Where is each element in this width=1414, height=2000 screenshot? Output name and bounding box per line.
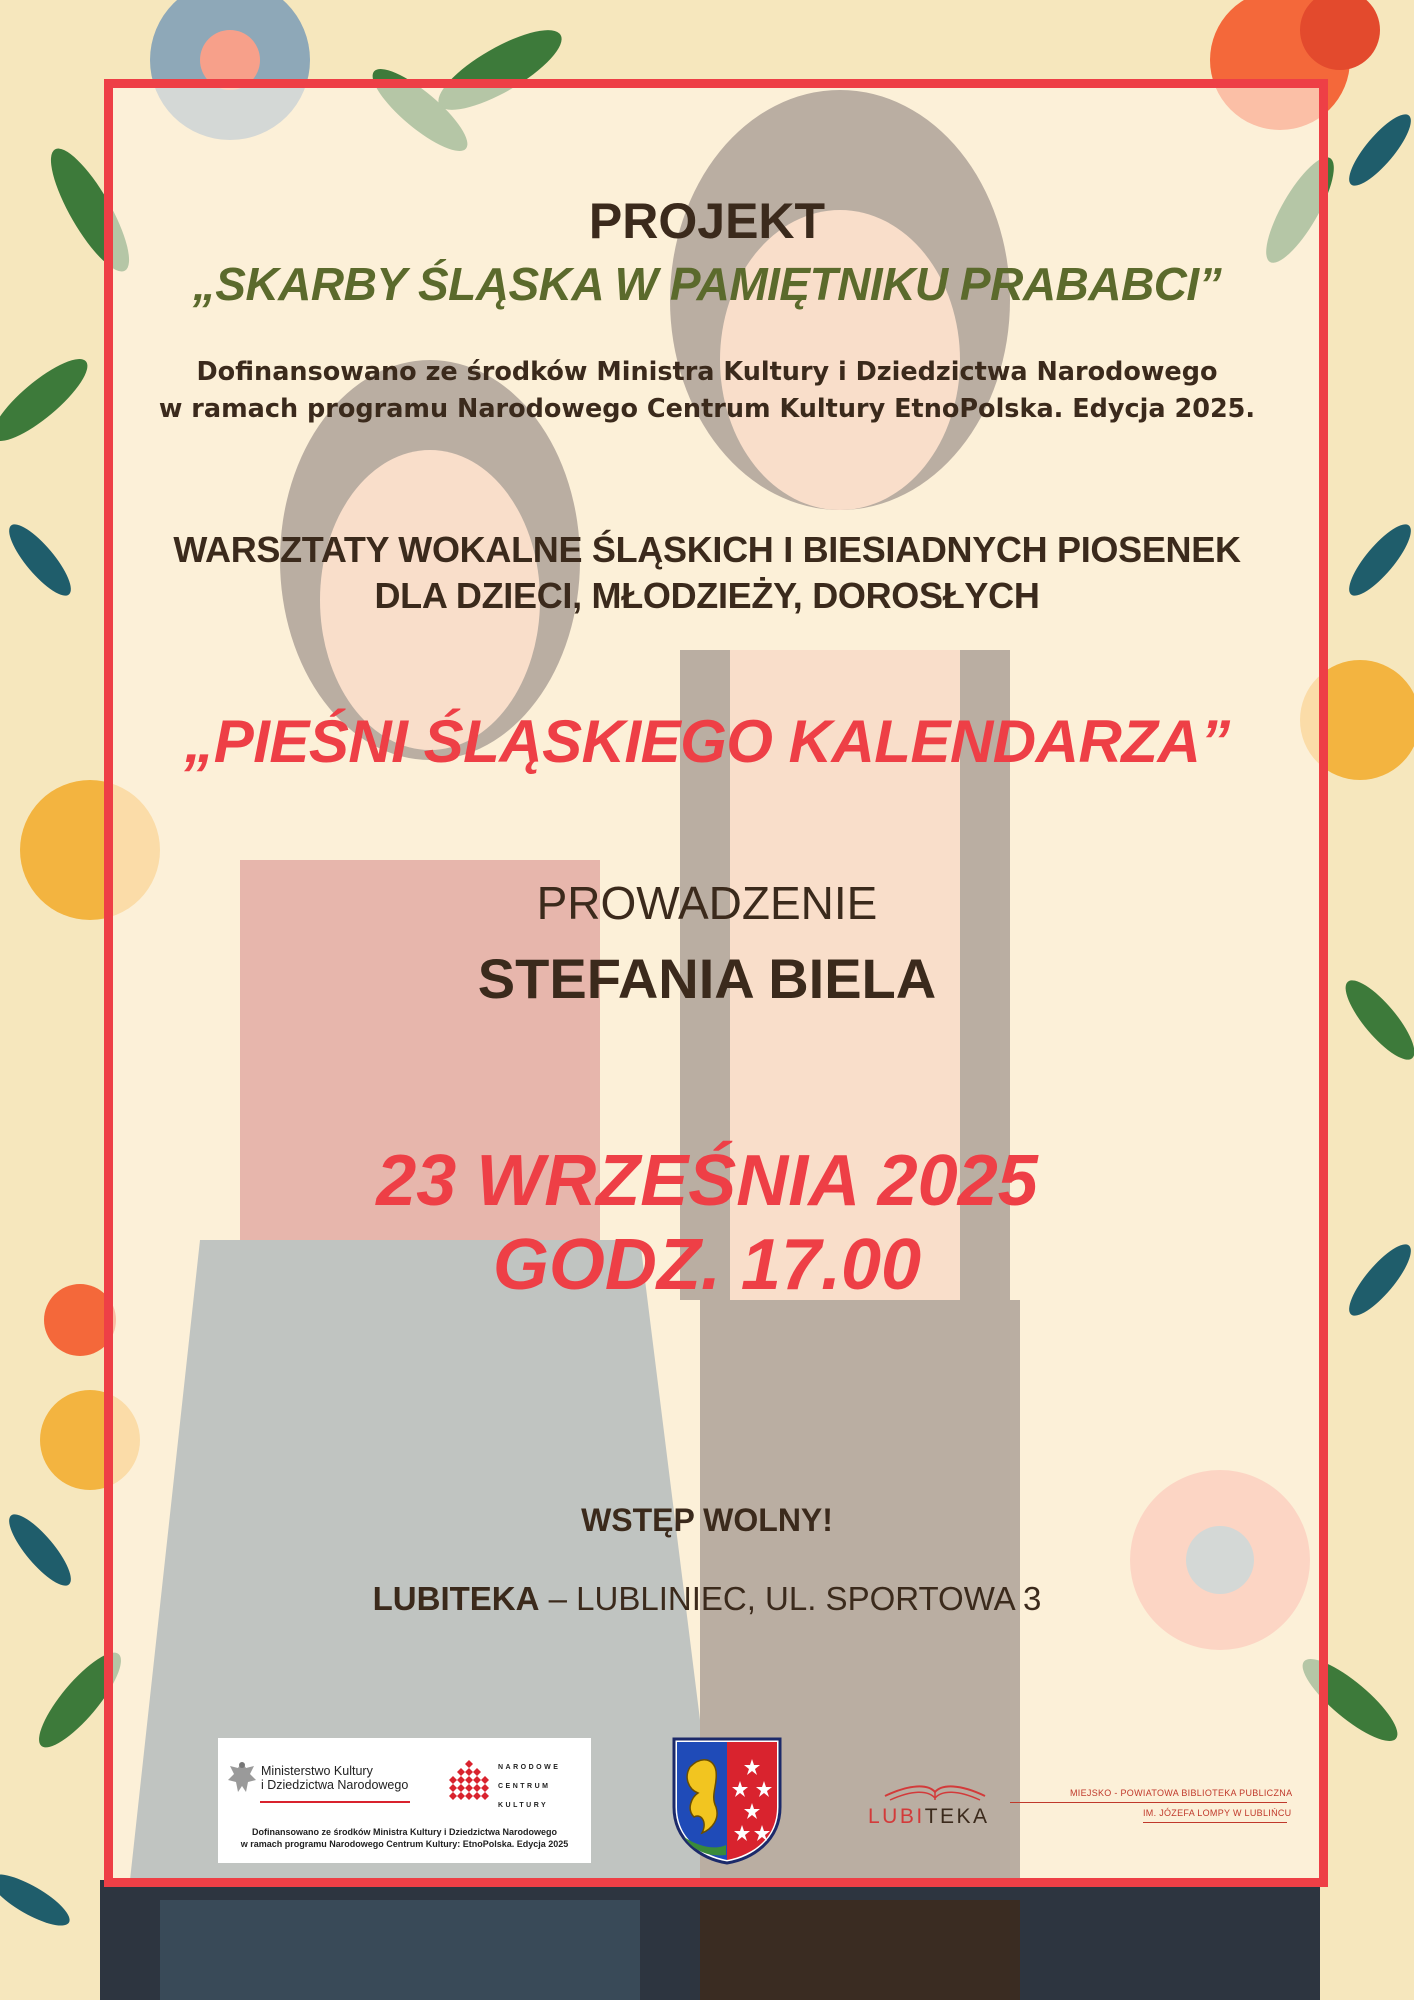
ministry-line-2: i Dziedzictwa Narodowego <box>261 1778 409 1792</box>
venue-address: – LUBLINIEC, UL. SPORTOWA 3 <box>539 1580 1042 1617</box>
funding-line-2: w ramach programu Narodowego Centrum Kultury EtnoPolska. Edycja 2025. <box>158 394 1256 424</box>
project-label: PROJEKT <box>588 193 826 249</box>
nck-name <box>498 1758 560 1815</box>
nck-logo-icon <box>447 1758 491 1802</box>
nck-line-3: KULTURY <box>498 1802 549 1809</box>
funding-line-1: Dofinansowano ze środków Ministra Kultury i Dziedzictwa Narodowego <box>196 357 1218 387</box>
event-datetime <box>0 1139 1414 1307</box>
event-date: 23 WRZEŚNIA 2025 <box>376 1141 1038 1221</box>
coat-of-arms-icon <box>672 1737 782 1865</box>
venue <box>0 1580 1414 1618</box>
entry-info: WSTĘP WOLNY! <box>581 1502 833 1538</box>
workshop-line-1: WARSZTATY WOKALNE ŚLĄSKICH I BIESIADNYCH PIOSENEK <box>173 529 1241 570</box>
nck-line-1: NARODOWE <box>498 1764 561 1771</box>
project-title: „SKARBY ŚLĄSKA W PAMIĘTNIKU PRABABCI” <box>192 258 1222 310</box>
lubiteka-logo <box>868 1805 990 1829</box>
caption-line-2: w ramach programu Narodowego Centrum Kultury: EtnoPolska. Edycja 2025 <box>240 1839 569 1849</box>
ministry-name <box>261 1764 408 1792</box>
workshop-description <box>0 527 1414 619</box>
workshop-line-2: DLA DZIECI, MŁODZIEŻY, DOROSŁYCH <box>374 575 1040 616</box>
lubiteka-logo-part-2: TEKA <box>924 1805 990 1828</box>
caption-line-1: Dofinansowano ze środków Ministra Kultury i Dziedzictwa Narodowego <box>251 1827 558 1837</box>
venue-name: LUBITEKA <box>372 1580 540 1617</box>
sponsor-logo-box <box>218 1738 591 1863</box>
ministry-line-1: Ministerstwo Kultury <box>261 1764 373 1778</box>
library-rule-bottom <box>1143 1822 1287 1823</box>
sponsor-caption <box>218 1826 591 1850</box>
ministry-underline <box>260 1801 410 1803</box>
lubiteka-logo-part-1: LUBI <box>868 1805 925 1828</box>
host-name: STEFANIA BIELA <box>477 947 937 1010</box>
library-name: MIEJSKO - POWIATOWA BIBLIOTEKA PUBLICZNA <box>1070 1788 1293 1798</box>
library-rule-top <box>1010 1802 1287 1803</box>
eagle-emblem-icon <box>226 1758 258 1798</box>
host-label: PROWADZENIE <box>536 877 878 929</box>
nck-line-2: CENTRUM <box>498 1783 551 1790</box>
event-title: „PIEŚNI ŚLĄSKIEGO KALENDARZA” <box>184 708 1230 775</box>
open-book-icon <box>880 1770 990 1802</box>
funding-note <box>0 354 1414 428</box>
event-time: GODZ. 17.00 <box>492 1225 922 1305</box>
library-patron: IM. JÓZEFA LOMPY W LUBLIŃCU <box>1143 1808 1292 1818</box>
